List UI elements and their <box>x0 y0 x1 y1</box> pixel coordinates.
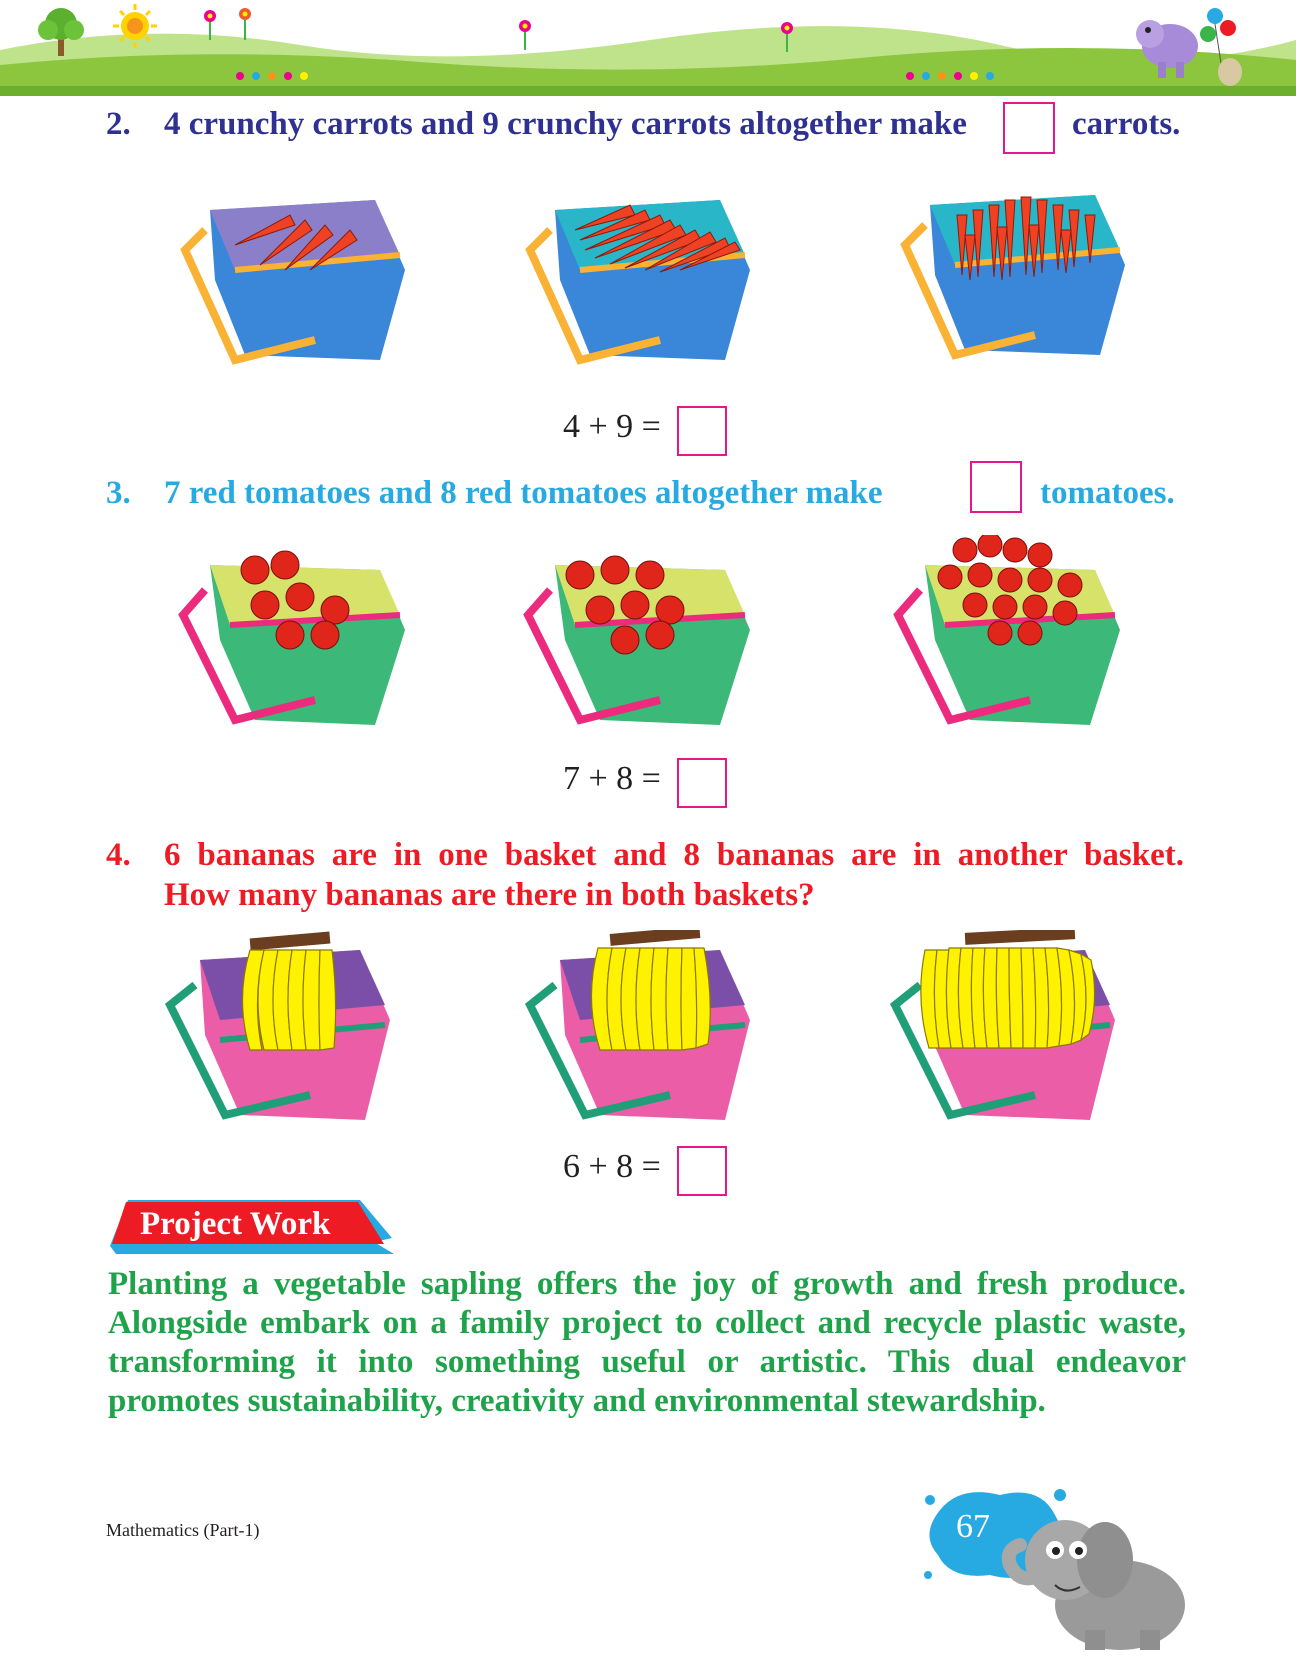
equation: 4 + 9 = <box>563 408 661 445</box>
question-text: 7 red tomatoes and 8 red tomatoes altogether make <box>164 475 883 511</box>
tomato-basket-7 <box>175 535 415 735</box>
tomato-basket-8 <box>520 535 760 735</box>
question-number: 4. <box>106 837 131 873</box>
project-work-title: Project Work <box>140 1206 331 1242</box>
project-work-text: Planting a vegetable sapling offers the joy of growth and fresh produce. Alongside embark on a family project to collect and recycle plastic waste, transforming it into something useful or artistic. This dual endeavor promotes sustainability, creativity and environmental stewardship. <box>108 1266 1186 1419</box>
banana-basket-8 <box>520 930 760 1130</box>
elephant-mascot-icon <box>1000 1495 1200 1655</box>
question-text-line-1: 6 bananas are in one basket and 8 bananas are in another basket. <box>164 837 1184 873</box>
question-text-end: carrots. <box>1072 106 1181 142</box>
carrot-basket-13 <box>895 165 1135 365</box>
carrot-basket-9 <box>520 170 760 370</box>
question-text-line-2: How many bananas are there in both baskets? <box>164 877 815 913</box>
question-number: 2. <box>106 106 131 142</box>
answer-box-inline[interactable] <box>1003 102 1055 154</box>
header-meadow-banner <box>0 0 1296 96</box>
answer-box[interactable] <box>677 1146 727 1196</box>
question-number: 3. <box>106 475 131 511</box>
question-text: 4 crunchy carrots and 9 crunchy carrots altogether make <box>164 106 967 142</box>
carrot-basket-4 <box>175 170 415 370</box>
equation: 7 + 8 = <box>563 760 661 797</box>
banana-basket-6 <box>160 930 400 1130</box>
tomato-basket-15 <box>890 535 1130 735</box>
answer-box[interactable] <box>677 758 727 808</box>
question-text-end: tomatoes. <box>1040 475 1175 511</box>
banana-basket-14 <box>885 930 1125 1130</box>
equation: 6 + 8 = <box>563 1148 661 1185</box>
page-number: 67 <box>956 1508 990 1545</box>
answer-box-inline[interactable] <box>970 461 1022 513</box>
answer-box[interactable] <box>677 406 727 456</box>
book-title: Mathematics (Part-1) <box>106 1520 260 1540</box>
